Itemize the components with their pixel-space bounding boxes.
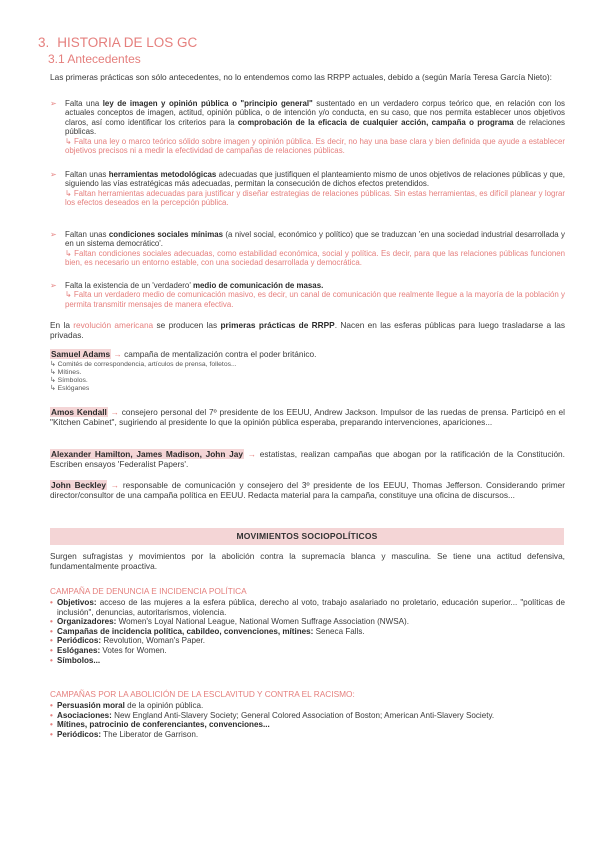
list-item [50, 598, 565, 617]
item-label: Mítines, patrocinio de conferenciantes, convenciones... [57, 720, 270, 730]
bullet-dot-icon: • [50, 701, 53, 710]
campaign1-list [50, 598, 565, 665]
text: . Nacen en las esferas públicas para luego trasladarse a las privadas. [50, 320, 566, 341]
bullet-note: ↳ Falta un verdadero medio de comunicación masivo, es decir, un canal de comunicación que realmente llegue a la mayoría de la población y permita transmitir mensajes de manera efectiva. [65, 290, 565, 309]
intro-paragraph: Las primeras prácticas son sólo antecedentes, no lo entendemos como las RRPP actuales, debido a (según María Teresa García Nieto): [50, 72, 552, 82]
person-name: Amos Kendall [51, 407, 107, 417]
list-item: ↳ Eslóganes [50, 384, 90, 392]
item-label: Objetivos: [57, 598, 97, 607]
bullet-bold: medio de comunicación de masas. [193, 281, 324, 290]
arrow-bullet-icon: ➢ [50, 281, 57, 290]
bullet-item [50, 230, 565, 268]
section-title: HISTORIA DE LOS GC [57, 35, 198, 50]
bullet-text: (a nivel social, económico y político) que se traduzcan 'en una sociedad industrial desarrollada y en un sistema democrático'. [65, 230, 565, 249]
item-text: de la opinión pública. [124, 701, 204, 710]
item-label: Persuasión moral [57, 701, 125, 710]
campaign2-title: CAMPAÑAS POR LA ABOLICIÓN DE LA ESCLAVITUD Y CONTRA EL RACISMO: [50, 689, 355, 699]
list-item [50, 711, 565, 721]
arrow-icon: → [244, 449, 260, 459]
item-text: Votes for Women. [100, 645, 167, 655]
adams-entry [50, 349, 565, 359]
bullet-item [50, 281, 565, 309]
bullet-item [50, 99, 565, 155]
bullet-note: ↳ Faltan condiciones sociales adecuadas, como estabilidad económica, social y política. Es decir, para que las relaciones públicas funcionen bien, es necesario un entorno estable, con una sociedad desarrollada y democrática. [65, 248, 565, 268]
list-item [50, 701, 565, 711]
bullet-dot-icon: • [50, 655, 53, 665]
bullet-text: Falta la existencia de un 'verdadero' [65, 281, 194, 290]
arrow-bullet-icon: ➢ [50, 99, 57, 108]
item-label: Asociaciones: [57, 710, 112, 720]
list-item [50, 656, 565, 666]
bullet-text: sustentado en un verdadero corpus teórico que, en relación con los actuales conceptos de imagen, actitud, opinión pública, o de intención y/o conducta, en su caso, que nos permita establecer unos objetivos claros, así como identificar los criterios para la [65, 99, 565, 127]
item-label: Periódicos: [57, 636, 102, 646]
bullet-bold: ley de imagen y opinión pública o "principio general" [102, 99, 313, 108]
item-text: The Liberator de Garrison. [101, 729, 199, 739]
item-label: Organizadores: [57, 617, 117, 627]
item-label: Periódicos: [57, 729, 102, 739]
list-item [50, 627, 565, 637]
list-item: ↳ Mítines. [50, 368, 82, 376]
subsection-heading: 3.1 Antecedentes [48, 52, 141, 66]
item-text: Women's Loyal National League, National Women Suffrage Association (NWSA). [116, 617, 409, 627]
highlight-text: revolución americana [73, 320, 154, 330]
bullet-text: de relaciones públicas. [65, 117, 565, 137]
bullet-dot-icon: • [50, 720, 53, 730]
bullet-dot-icon: • [50, 626, 53, 636]
arrow-bullet-icon: ➢ [50, 230, 57, 239]
movements-intro: Surgen sufragistas y movimientos por la abolición contra la supremacía blanca y masculina. Se tiene una actitud defensiva, fundamentalmente proactiva. [50, 551, 565, 572]
item-text: acceso de las mujeres a la esfera pública, derecho al voto, trabajo asalariado no proletario, educación superior... "políticas de inclusión", denuncias, autoritarismos, violencia. [57, 598, 565, 617]
item-text: New England Anti-Slavery Society; General Colored Association of Boston; American Anti-Slavery Society. [111, 710, 495, 720]
section-number: 3. [38, 35, 50, 50]
bullet-dot-icon: • [50, 636, 53, 646]
text: En la [50, 320, 74, 330]
item-text: Revolution, Woman's Paper. [101, 636, 206, 646]
bullet-text: Faltan unas [65, 170, 109, 179]
revolution-paragraph [50, 320, 565, 340]
list-item [50, 617, 565, 627]
bullet-bold: herramientas metodológicas [108, 170, 217, 179]
bullet-note: ↳ Falta una ley o marco teórico sólido sobre imagen y opinión pública. Es decir, no hay una base clara y bien definida que ayude a establecer objetivos precisos ni a medir la efectividad de campañas de relaciones públicas. [65, 136, 565, 156]
bullet-bold: condiciones sociales mínimas [108, 230, 223, 239]
text: se producen las [153, 320, 221, 330]
bullet-note: ↳ Faltan herramientas adecuadas para justificar y diseñar estrategias de relaciones públicas. Sin estas herramientas, es difícil planear y lograr los efectos deseados en la percepción pública. [65, 188, 565, 208]
bullet-text: Falta una [65, 99, 103, 108]
item-label: Eslóganes: [57, 645, 101, 655]
bullet-text: adecuadas que justifiquen el planteamiento mismo de unos objetivos de relaciones públicas y que, siguiendo las vías estratégicas más adecuadas, permitan la consecución de dichos efectos pretendidos. [65, 170, 565, 189]
list-item [50, 636, 565, 646]
entry-text: campaña de mentalización contra el poder británico. [124, 349, 317, 359]
list-item: ↳ Símbolos. [50, 376, 88, 384]
bullet-dot-icon: • [50, 729, 53, 739]
person-name: Samuel Adams [51, 349, 111, 359]
item-label: Símbolos... [57, 655, 101, 665]
arrow-icon: → [111, 349, 125, 359]
section-heading [38, 35, 197, 50]
federalists-entry [50, 449, 565, 469]
movements-banner: MOVIMIENTOS SOCIOPOLÍTICOS [50, 528, 564, 545]
bold-text: primeras prácticas de RRPP [220, 320, 335, 330]
list-item [50, 720, 565, 730]
campaign1-title: CAMPAÑA DE DENUNCIA E INCIDENCIA POLÍTICA [50, 586, 247, 596]
item-label: Campañas de incidencia política, cabildeo, convenciones, mítines: [57, 626, 314, 636]
list-item: ↳ Comités de correspondencia, artículos de prensa, folletos... [50, 361, 237, 368]
kendall-entry [50, 407, 565, 427]
arrow-icon: → [106, 480, 123, 490]
bullet-item [50, 170, 565, 208]
list-item [50, 730, 565, 740]
entry-text: estatistas, realizan campañas que abogan por la ratificación de la Constitución. Escriben ensayos 'Federalist Papers'. [50, 449, 565, 470]
bullet-dot-icon: • [50, 645, 53, 655]
arrow-icon: → [107, 407, 122, 417]
entry-text: responsable de comunicación y consejero del 3º presidente de los EEUU, Thomas Jefferson. Considerando primer director/consultor de una campaña política en EEUU. Redacta material para la campaña, constituye una oficina de discursos... [50, 480, 565, 501]
item-text: Seneca Falls. [313, 626, 365, 636]
entry-text: consejero personal del 7º presidente de los EEUU, Andrew Jackson. Impulsor de las ruedas de prensa. Participó en el "Kitchen Cabinet", sugiriendo al presidente lo que la opinión pública esperaba, preparando intervenciones, apariciones... [50, 407, 565, 428]
person-name: John Beckley [51, 480, 106, 490]
bullet-dot-icon: • [50, 598, 53, 607]
arrow-bullet-icon: ➢ [50, 170, 57, 179]
adams-list [50, 361, 237, 393]
bullet-dot-icon: • [50, 710, 53, 720]
person-name: Alexander Hamilton, James Madison, John Jay [51, 449, 243, 459]
bullet-text: Faltan unas [65, 230, 109, 239]
list-item [50, 646, 565, 656]
beckley-entry [50, 480, 565, 500]
bullet-bold: comprobación de la eficacia de cualquier acción, campaña o programa [237, 117, 514, 127]
campaign2-list [50, 701, 565, 739]
bullet-dot-icon: • [50, 617, 53, 627]
